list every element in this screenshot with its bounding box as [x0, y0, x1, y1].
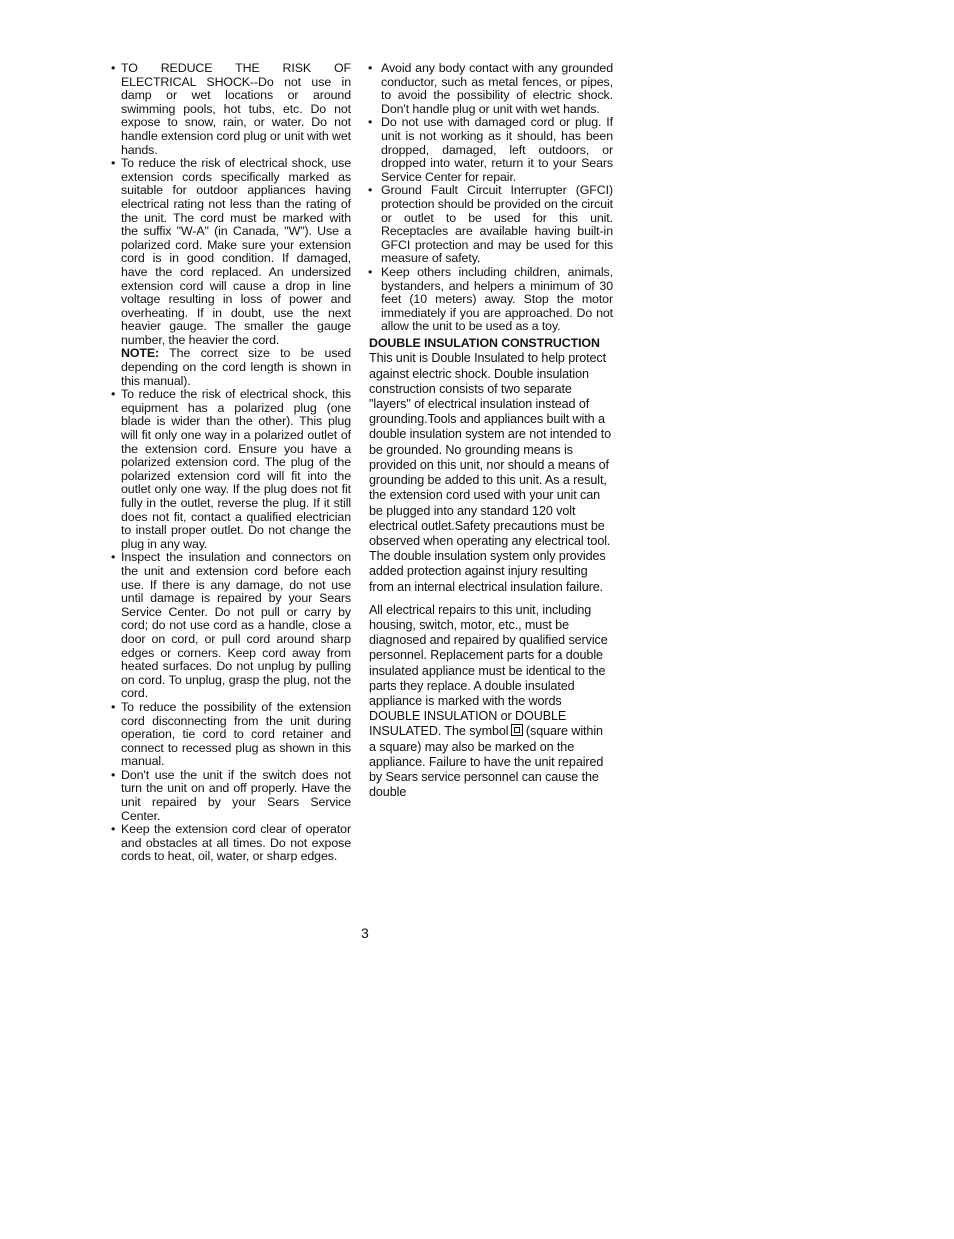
list-item: • Ground Fault Circuit Interrupter (GFCI) protection should be provided on the circuit or outlet to be used for this unit. Receptacles are available having built-in GFCI protection and may be used for this measure of safety.	[365, 184, 613, 266]
section-heading: DOUBLE INSULATION CONSTRUCTION	[369, 335, 600, 350]
right-column	[365, 62, 613, 800]
left-column	[111, 62, 351, 864]
list-item: • Keep the extension cord clear of operator and obstacles at all times. Do not expose cords to heat, oil, water, or sharp edges.	[111, 823, 351, 864]
safety-bullet-list-right	[365, 62, 613, 334]
list-item: • Don't use the unit if the switch does not turn the unit on and off properly. Have the unit repaired by your Sears Service Center.	[111, 769, 351, 823]
list-item: • To reduce the risk of electrical shock, this equipment has a polarized plug (one blade is wider than the other). This plug will fit only one way in a polarized outlet of the extension cord. Ensure you have a polarized extension cord. The plug of the polarized extension cord will fit into the outlet only one way. If the plug does not fit fully in the outlet, reverse the plug. If it still does not fit, contact a qualified electrician to install proper outlet. Do not change the plug in any way.	[111, 388, 351, 551]
note-label: NOTE:	[121, 346, 160, 361]
list-item: • To reduce the possibility of the extension cord disconnecting from the unit during operation, tie cord to cord retainer and connect to recessed plug as shown in this manual.	[111, 701, 351, 769]
list-item: • Avoid any body contact with any grounded conductor, such as metal fences, or pipes, to avoid the possibility of electric shock. Don't handle plug or unit with wet hands.	[365, 62, 613, 116]
list-item: • TO REDUCE THE RISK OF ELECTRICAL SHOCK--Do not use in damp or wet locations or around swimming pools, hot tubs, etc. Do not expose to snow, rain, or water. Do not handle extension cord plug or unit with wet hands.	[111, 62, 351, 157]
page-number: 3	[361, 925, 369, 941]
repairs-paragraph: All electrical repairs to this unit, including housing, switch, motor, etc., must be diagnosed and repaired by qualified service personnel. Replacement parts for a double insulated appliance must be identical to the parts they replace. A double insulated appliance is marked with the words DOUBLE INSULATION or DOUBLE INSULATED. The symbol (square within a square) may also be marked on the appliance. Failure to have the unit repaired by Sears service personnel can cause the double	[369, 602, 608, 800]
list-item: • Keep others including children, animals, bystanders, and helpers a minimum of 30 feet (10 meters) away. Stop the motor immediately if you are approached. Do not allow the unit to be used as a toy.	[365, 266, 613, 334]
list-item: • To reduce the risk of electrical shock, use extension cords specifically marked as suitable for outdoor appliances having electrical rating not less than the rating of the unit. The cord must be marked with the suffix "W-A" (in Canada, "W"). Use a polarized cord. Make sure your extension cord is in good condition. If damaged, have the cord replaced. An undersized extension cord will cause a drop in line voltage resulting in loss of power and overheating. If in doubt, use the next heavier gauge. The smaller the gauge number, the heavier the cord. NOTE: The correct size to be used depending on the cord length is shown in this manual).	[111, 157, 351, 388]
note-text: The correct size to be used depending on the cord length is shown in this manual).	[121, 346, 351, 388]
safety-bullet-list-left	[111, 62, 351, 864]
list-item: • Do not use with damaged cord or plug. If unit is not working as it should, has been dropped, damaged, left outdoors, or dropped into water, return it to your Sears Service Center for repair.	[365, 116, 613, 184]
list-item: • Inspect the insulation and connectors on the unit and extension cord before each use. If there is any damage, do not use until damage is repaired by your Sears Service Center. Do not pull or carry by cord; do not use cord as a handle, close a door on cord, or pull cord around sharp edges or corners. Keep cord away from heated surfaces. Do not unplug by pulling on cord. To unplug, grasp the plug, not the cord.	[111, 551, 351, 701]
double-insulation-paragraph: This unit is Double Insulated to help protect against electric shock. Double insulation construction consists of two separate "layers" of electrical insulation instead of grounding.Tools and appliances built with a double insulation system are not intended to be grounded. No grounding means is provided on this unit, nor should a means of grounding be added to this unit. As a result, the extension cord used with your unit can be plugged into any standard 120 volt electrical outlet.Safety precautions must be observed when operating any electrical tool. The double insulation system only provides added protection against injury resulting from an internal electrical insulation failure.	[369, 351, 612, 594]
double-insulation-symbol-icon	[511, 724, 523, 736]
